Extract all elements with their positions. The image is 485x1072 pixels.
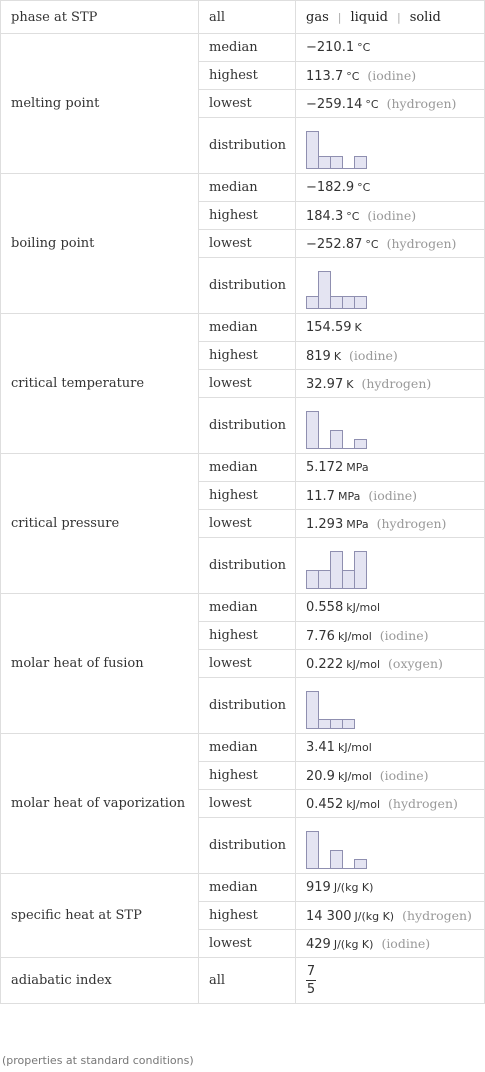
value-element-note: (iodine) bbox=[367, 207, 417, 223]
value-number: 5.172 bbox=[306, 460, 344, 475]
histogram-bar bbox=[330, 430, 343, 449]
stat-label-median: median bbox=[199, 454, 296, 482]
stat-label-median: median bbox=[199, 734, 296, 762]
stat-value-cell bbox=[296, 650, 485, 678]
value-unit: °C bbox=[357, 41, 371, 54]
histogram-bar bbox=[306, 831, 319, 869]
stat-value-cell bbox=[296, 230, 485, 258]
value-number: 14 300 bbox=[306, 908, 352, 924]
value-number: 113.7 bbox=[306, 68, 344, 84]
stat-label-highest: highest bbox=[199, 902, 296, 930]
value-unit: kJ/mol bbox=[346, 601, 381, 614]
stat-label-highest: highest bbox=[199, 202, 296, 230]
value-unit: kJ/mol bbox=[346, 797, 381, 811]
value-number: 1.293 bbox=[306, 516, 344, 532]
value-unit: kJ/mol bbox=[337, 769, 372, 783]
stat-label-highest: highest bbox=[199, 762, 296, 790]
header-row bbox=[1, 1, 485, 34]
stat-value-cell bbox=[296, 118, 485, 174]
value-number: 0.222 bbox=[306, 656, 344, 672]
phase-liquid[interactable]: liquid bbox=[350, 9, 388, 25]
header-label: phase at STP bbox=[1, 1, 199, 34]
value-unit: °C bbox=[346, 209, 360, 223]
stat-label-distribution: distribution bbox=[199, 678, 296, 734]
value-unit: °C bbox=[365, 237, 379, 251]
stat-value-cell bbox=[296, 734, 485, 762]
value-unit: °C bbox=[365, 97, 379, 111]
stat-value-cell bbox=[296, 398, 485, 454]
property-row bbox=[1, 454, 485, 482]
property-name-melting-point: melting point bbox=[1, 34, 199, 174]
distribution-histogram bbox=[306, 543, 367, 589]
value-unit: °C bbox=[357, 181, 371, 194]
stat-label-median: median bbox=[199, 874, 296, 902]
value-unit: MPa bbox=[346, 461, 369, 474]
stat-label-distribution: distribution bbox=[199, 258, 296, 314]
property-name-adiabatic-index: adiabatic index bbox=[1, 958, 199, 1004]
property-name-specific-heat-at-stp: specific heat at STP bbox=[1, 874, 199, 958]
stat-label-lowest: lowest bbox=[199, 510, 296, 538]
stat-label-distribution: distribution bbox=[199, 398, 296, 454]
distribution-histogram bbox=[306, 823, 367, 869]
stat-value-cell bbox=[296, 790, 485, 818]
stat-label-lowest: lowest bbox=[199, 650, 296, 678]
value-number: 819 bbox=[306, 348, 331, 364]
footnote: (properties at standard conditions) bbox=[2, 1054, 194, 1067]
value-element-note: (hydrogen) bbox=[361, 375, 432, 391]
phase-separator: | bbox=[396, 10, 401, 24]
histogram-bar bbox=[354, 296, 367, 309]
value-number: 3.41 bbox=[306, 740, 335, 755]
stat-label-highest: highest bbox=[199, 622, 296, 650]
stat-value-cell bbox=[296, 174, 485, 202]
value-unit: K bbox=[346, 377, 354, 391]
stat-label-lowest: lowest bbox=[199, 930, 296, 958]
value-number: 154.59 bbox=[306, 320, 352, 335]
value-element-note: (hydrogen) bbox=[402, 907, 472, 923]
stat-value-cell bbox=[296, 678, 485, 734]
value-number: −210.1 bbox=[306, 40, 355, 55]
stat-value-cell bbox=[296, 202, 485, 230]
value-number: 7.76 bbox=[306, 628, 335, 644]
histogram-bar bbox=[330, 850, 343, 869]
value-element-note: (iodine) bbox=[379, 627, 429, 643]
stat-label-highest: highest bbox=[199, 342, 296, 370]
value-number: 0.452 bbox=[306, 796, 344, 812]
stat-value-cell bbox=[296, 902, 485, 930]
value-unit: J/(kg K) bbox=[354, 909, 395, 923]
value-element-note: (iodine) bbox=[367, 67, 417, 83]
stat-label-distribution: distribution bbox=[199, 538, 296, 594]
property-row bbox=[1, 34, 485, 62]
stat-value-cell bbox=[296, 258, 485, 314]
value-unit: kJ/mol bbox=[346, 657, 381, 671]
value-unit: J/(kg K) bbox=[333, 937, 374, 951]
distribution-histogram bbox=[306, 123, 367, 169]
value-element-note: (hydrogen) bbox=[388, 795, 458, 811]
value-number: 0.558 bbox=[306, 600, 344, 615]
stat-label-lowest: lowest bbox=[199, 230, 296, 258]
property-row bbox=[1, 314, 485, 342]
stat-label-distribution: distribution bbox=[199, 118, 296, 174]
value-number: 919 bbox=[306, 880, 331, 895]
fraction-denominator: 5 bbox=[306, 982, 316, 997]
value-unit: kJ/mol bbox=[337, 741, 372, 754]
value-unit: MPa bbox=[337, 489, 361, 503]
stat-label-highest: highest bbox=[199, 62, 296, 90]
stat-value-cell bbox=[296, 594, 485, 622]
phase-gas[interactable]: gas bbox=[306, 9, 329, 25]
stat-value-cell bbox=[296, 370, 485, 398]
distribution-histogram bbox=[306, 263, 367, 309]
stat-value-cell bbox=[296, 622, 485, 650]
histogram-bar bbox=[342, 719, 355, 729]
stat-value-cell bbox=[296, 314, 485, 342]
stat-value-cell bbox=[296, 90, 485, 118]
value-unit: MPa bbox=[346, 517, 369, 531]
property-row bbox=[1, 734, 485, 762]
value-number: 429 bbox=[306, 936, 331, 952]
phase-list bbox=[296, 1, 485, 34]
stat-label-median: median bbox=[199, 34, 296, 62]
property-row bbox=[1, 958, 485, 1004]
value-element-note: (iodine) bbox=[368, 487, 418, 503]
stat-label-lowest: lowest bbox=[199, 90, 296, 118]
phase-solid[interactable]: solid bbox=[409, 9, 441, 25]
stat-value-cell bbox=[296, 454, 485, 482]
value-number: −182.9 bbox=[306, 180, 355, 195]
property-row bbox=[1, 174, 485, 202]
histogram-bar bbox=[354, 551, 367, 589]
value-element-note: (hydrogen) bbox=[386, 235, 457, 251]
value-element-note: (iodine) bbox=[349, 347, 398, 363]
histogram-bar bbox=[354, 859, 367, 869]
histogram-bar bbox=[354, 439, 367, 449]
fraction-numerator: 7 bbox=[306, 964, 316, 979]
stat-label-lowest: lowest bbox=[199, 790, 296, 818]
value-number: −252.87 bbox=[306, 236, 363, 252]
histogram-bar bbox=[354, 156, 367, 169]
value-number: 184.3 bbox=[306, 208, 344, 224]
stat-value-cell bbox=[296, 762, 485, 790]
value-element-note: (hydrogen) bbox=[386, 95, 457, 111]
value-element-note: (hydrogen) bbox=[376, 515, 447, 531]
stat-value-cell bbox=[296, 818, 485, 874]
stat-value-cell bbox=[296, 342, 485, 370]
fraction-bar bbox=[306, 980, 316, 981]
stat-value-cell bbox=[296, 34, 485, 62]
value-unit: K bbox=[354, 321, 362, 334]
stat-value-cell bbox=[296, 958, 485, 1004]
fraction-value bbox=[306, 964, 316, 997]
property-name-molar-heat-of-fusion: molar heat of fusion bbox=[1, 594, 199, 734]
distribution-histogram bbox=[306, 403, 367, 449]
stat-value-cell bbox=[296, 510, 485, 538]
stat-label-highest: highest bbox=[199, 482, 296, 510]
property-name-boiling-point: boiling point bbox=[1, 174, 199, 314]
distribution-histogram bbox=[306, 683, 355, 729]
value-unit: K bbox=[333, 349, 342, 363]
value-number: −259.14 bbox=[306, 96, 363, 112]
value-element-note: (oxygen) bbox=[388, 655, 443, 671]
property-row bbox=[1, 594, 485, 622]
stat-label-lowest: lowest bbox=[199, 370, 296, 398]
stat-value-cell bbox=[296, 482, 485, 510]
stat-label-median: median bbox=[199, 314, 296, 342]
histogram-bar bbox=[306, 411, 319, 449]
property-name-molar-heat-of-vaporization: molar heat of vaporization bbox=[1, 734, 199, 874]
property-name-critical-pressure: critical pressure bbox=[1, 454, 199, 594]
stat-label-median: median bbox=[199, 594, 296, 622]
header-sub-label: all bbox=[199, 1, 296, 34]
value-unit: °C bbox=[346, 69, 360, 83]
value-element-note: (iodine) bbox=[381, 935, 431, 951]
stat-value-cell bbox=[296, 62, 485, 90]
phase-separator: | bbox=[337, 10, 342, 24]
value-element-note: (iodine) bbox=[379, 767, 429, 783]
stat-label-median: median bbox=[199, 174, 296, 202]
stat-value-cell bbox=[296, 930, 485, 958]
value-unit: kJ/mol bbox=[337, 629, 372, 643]
stat-label-all: all bbox=[199, 958, 296, 1004]
stat-value-cell bbox=[296, 538, 485, 594]
property-row bbox=[1, 874, 485, 902]
stat-value-cell bbox=[296, 874, 485, 902]
value-number: 20.9 bbox=[306, 768, 335, 784]
stat-label-distribution: distribution bbox=[199, 818, 296, 874]
value-unit: J/(kg K) bbox=[333, 881, 374, 894]
property-name-critical-temperature: critical temperature bbox=[1, 314, 199, 454]
value-number: 11.7 bbox=[306, 488, 335, 504]
value-number: 32.97 bbox=[306, 376, 344, 392]
